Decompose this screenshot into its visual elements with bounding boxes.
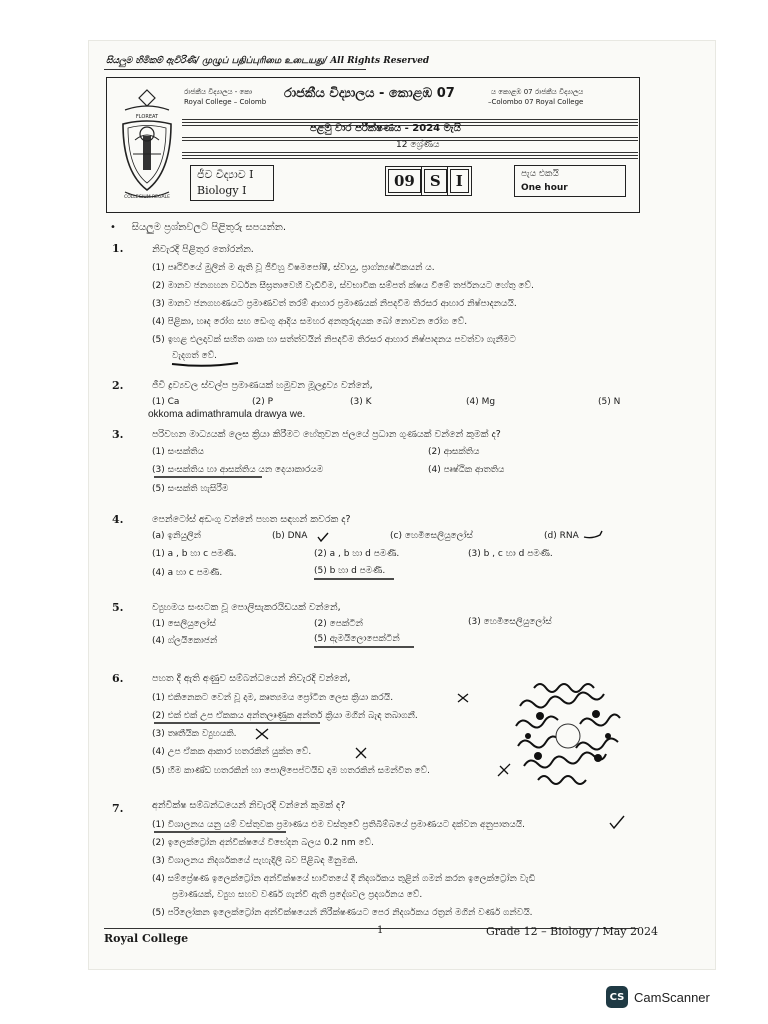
paper-code [388,169,469,193]
subject-en: Biology I [197,184,247,197]
answer-option: (1) සංසක්තිය [152,447,204,457]
answer-option: (1) එකිනෙකට වෙන් වූ දාම, කෘත්‍යමය ප්‍රෝටීන ලෙස ක්‍රියා කරයි. [152,693,394,703]
tick-mark [582,529,604,541]
rights-notice: සියලුම හිමිකම් ඇවිරිණි/ முழுப் பதிப்புரிமை உடையது/ All Rights Reserved [106,56,430,66]
subject-si: ජීව විද්‍යාව I [197,168,254,181]
answer-option: (5) ඇමයිලොපෙක්ටින් [314,634,400,644]
camscanner-logo-icon: CS [606,986,628,1008]
answer-option: (5) b හා d පමණි. [314,566,386,576]
handwritten-note: okkoma adimathramula drawya we. [148,409,306,420]
paper-code-part: I [450,169,469,193]
school-name-right [488,87,583,107]
underline-mark [152,474,264,480]
time-en: One hour [521,183,568,193]
underline-mark [152,829,288,835]
question-stem: පරිවහන මාධ්‍යයක් ලෙස ක්‍රියා කිරීමට හේතුවන ජලයේ ප්‍රධාන ගුණයක් වන්නේ කුමක් ද? [152,429,501,440]
answer-option: (b) DNA [272,531,308,541]
underline-mark [312,644,416,650]
rights-underline [104,69,366,70]
school-name-right-si: ය කොළඹ 07 රාජකීය විද්‍යාලය [490,88,584,96]
school-name-main: රාජකීය විද්‍යාලය - කොළඹ 07 [284,86,455,101]
school-name-left-en: Royal College – Colomb [184,98,267,106]
cross-mark [456,692,470,704]
grade-label: 12 ශ්‍රේණිය [396,140,440,150]
svg-text:COLLEGIUM REGALE: COLLEGIUM REGALE [124,195,170,200]
camscanner-label: CamScanner [634,989,710,1005]
subject-box [190,165,274,201]
paper-code-digit: 09 [388,169,421,193]
answer-option: (3) මානව ජනගහණයට ප්‍රමාණවත් තරම් ආහාර ප්‍රමාණයක් නිපදවීම තිරසර ආහාර නිෂ්පාදනයයි. [152,299,517,309]
svg-text:FLOREAT: FLOREAT [135,114,159,120]
question-number: 4. [112,513,124,526]
answer-option: (4) උප ඒකක ආකාර හතරකින් යුක්ත වේ. [152,747,312,757]
answer-option: (3) හෙමිසෙලියුලෝස් [468,617,552,627]
answer-option: (3) විශාලනය නිදර්ශකයේ පැහැදිලි බව පිළිබඳ මිනුමකි. [152,856,358,866]
answer-option: (5) හීම කාණ්ඩ හතරකින් හා පොලිපෙප්ටයිඩ දාම හතරකින් සමන්විත වේ. [152,766,430,776]
answer-option: (2) ඉලෙක්ට්‍රෝන අන්වීක්ෂයේ විභේදන බලය 0.2 nm වේ. [152,838,374,848]
cross-mark [354,746,368,760]
school-name-right-en: –Colombo 07 Royal College [488,98,584,106]
exam-title: පළමු වාර පරීක්ෂණය - 2024 මැයි [310,123,461,134]
answer-option: (5) පරිලෝකන ඉලෙක්ට්‍රෝන අන්වීක්ෂයෙන් නිරීක්ෂණයට පෙර නිදර්ශකය රත්‍රන් මගින් වර්ණ ගන්වයි. [152,908,533,918]
answer-option: (c) හෙමිසෙලියුලෝස් [390,531,473,541]
tick-mark [608,814,626,830]
time-box [514,165,626,197]
answer-option: (2) a , b හා d පමණි. [314,549,400,559]
question-stem: අන්වීක්ෂ සම්බන්ධයෙන් නිවැරදි වන්නේ කුමක් ද? [152,800,346,811]
question-number: 7. [112,802,124,815]
underline-mark [152,720,322,726]
question-number: 1. [112,242,124,255]
question-stem: ව්‍යුහමය සංඝටක වූ පොලිසැකරයිඩයක් වන්නේ, [152,602,341,613]
header-rule [182,119,638,120]
answer-option: (3) තෘතීයික ව්‍යුහයකි. [152,729,237,739]
question-number: 6. [112,672,124,685]
answer-option: (4) ග්ලයිකොජන් [152,636,218,646]
answer-option-continuation: වැදගත් වේ. [172,351,218,361]
cross-mark [254,727,270,741]
answer-option: (2) එක් එක් උප ඒකකය අන්තලෘණුක අන්තර් ක්‍රියා මගින් බැඳ තබාගනී. [152,711,418,721]
time-si: පැය එකයි [521,169,559,179]
answer-option-continuation: ප්‍රමාණයක්, ව්‍යුහ සහව වර්ණ ගැන්වී ඇති ප්‍රදේශවල ප්‍රදර්ශනය වේ. [172,890,423,900]
answer-option: (2) ආසක්තිය [428,447,480,457]
footer-school: Royal College [104,932,189,945]
answer-option: (3) සංසක්තිය හා ආසක්තිය යන දෙයාකාරයම [152,465,324,475]
answer-option: (1) සෙලියුලෝස් [152,619,216,629]
answer-option: (2) මානව ජනගහන වර්ධන සීඝ්‍රතාවෙහි වැඩිවීම, ස්වභාවික සම්පත් ක්ෂය වීමේ තර්ජනයට හේතු වේ. [152,281,534,291]
question-stem: ජීවී ද්‍රව්‍යවල ස්වල්ප ප්‍රමාණයක් හමුවන මූලද්‍රව්‍ය වන්නේ, [152,380,373,391]
answer-option: (d) RNA [544,531,579,541]
paper-code-medium: S [424,169,447,193]
camscanner-watermark [606,986,710,1008]
school-crest-logo [115,84,179,202]
question-number: 2. [112,379,124,392]
question-number: 5. [112,601,124,614]
answer-option: (5) සංසක්ති හැසිරීම [152,484,229,494]
footer-subject: Grade 12 – Biology / May 2024 [486,925,658,938]
answer-option: (3) K [350,397,372,407]
answer-option: (4) Mg [466,397,496,407]
page-number: 1 [377,925,384,936]
school-name-left [184,87,266,107]
underline-mark [312,576,396,582]
answer-option: (1) Ca [152,397,180,407]
answer-option: (2) P [252,397,274,407]
tick-mark [316,531,330,543]
hemoglobin-molecule-image [510,676,626,788]
header-rule [182,152,638,153]
answer-option: (1) විශාලනය යනු යම් වස්තුවක ප්‍රමාණය එම වස්තුවේ ප්‍රතිබිම්බයේ ප්‍රමාණයට දක්වන අනුපාතයයි. [152,820,526,830]
question-stem: පහත දී ඇති අණුව සම්බන්ධයෙන් නිවැරදි වන්නේ, [152,673,351,684]
answer-option: (2) පෙක්ටින් [314,619,363,629]
underline-mark [170,360,240,368]
school-name-left-si: රාජකීය විද්‍යාලය - කො [184,88,253,96]
question-number: 3. [112,428,124,441]
answer-option: (a) ඉනියුලින් [152,531,201,541]
question-stem: පෙන්ටෝස් අඩංගු වන්නේ පහත සඳහන් කවරක ද? [152,514,351,525]
answer-option: (3) b , c හා d පමණි. [468,549,553,559]
header-rule [182,137,638,138]
instruction: • සියලුම ප්‍රශ්නවලට පිළිතුරු සපයන්න. [110,222,287,233]
answer-option: (5) ඉහළ එලදාවක් සහිත ශාක හා සත්ත්වයින් නිපදවීම තිරසර ආහාර නිෂ්පාදනය පවත්වා ගැනීමට [152,335,516,345]
header-rule [182,158,638,159]
answer-option: (4) සම්ප්‍රේෂණ ඉලෙක්ට්‍රෝන අන්වීක්ෂයේ භාවිතයේ දී නිදර්ශකය තුළින් ගමන් කරන ඉලෙක්ට්‍රෝන වැඩි [152,874,536,884]
answer-option: (5) N [598,397,621,407]
answer-option: (1) පෘථිවියේ මුලින් ම ඇති වූ ජීවීහු විෂමපෝෂී, ස්වායු, ප්‍රාග්න්‍යෂ්ටිකයන් ය. [152,263,435,273]
question-stem: නිවැරදි පිළිතුර තෝරන්න. [152,244,254,255]
answer-option: (4) a හා c පමණි. [152,568,223,578]
instruction-text: සියලුම ප්‍රශ්නවලට පිළිතුරු සපයන්න. [131,222,287,233]
header-rule [182,155,638,156]
answer-option: (4) පෘෂ්ඨික ආතතිය [428,465,505,475]
answer-option: (1) a , b හා c පමණි. [152,549,237,559]
answer-option: (4) පිළිකා, හෘද රෝග සහ ඩෙංගු ආදිය සමහර අනතුරුදායක බෝ නොවන රෝග වේ. [152,317,468,327]
